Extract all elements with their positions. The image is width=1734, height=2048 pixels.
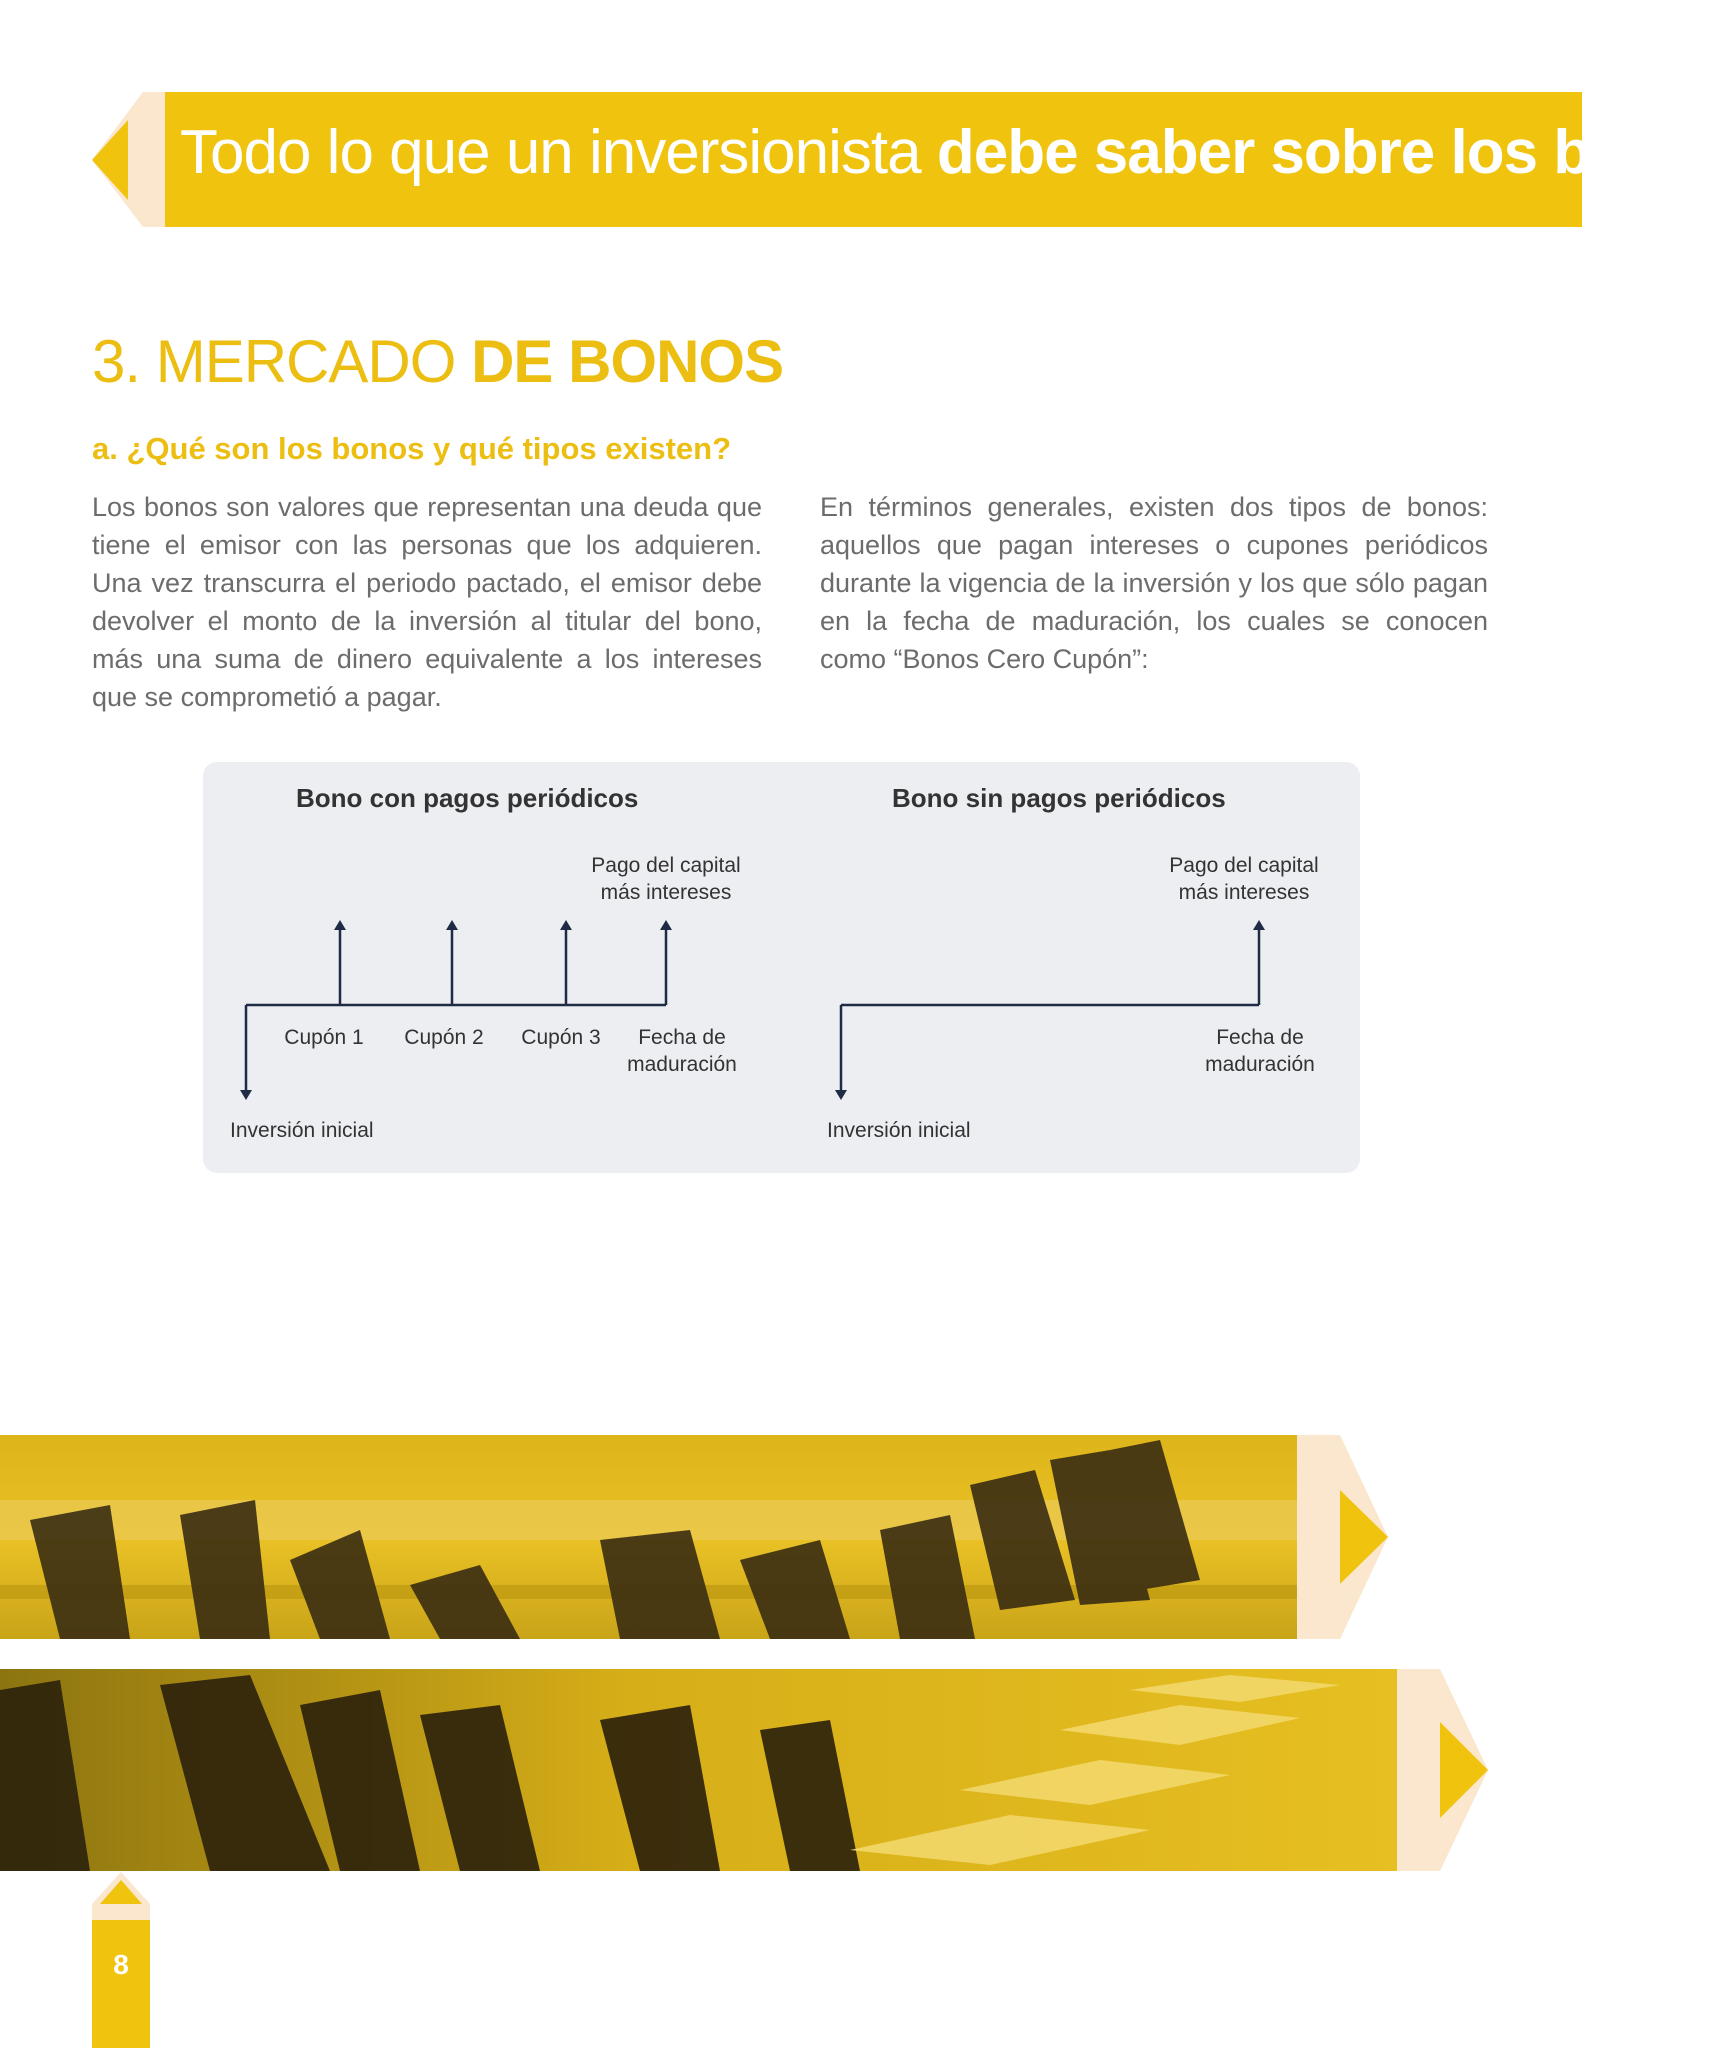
periodic-maturity-line1: Fecha de [638,1026,726,1049]
meeting-room-photo-strips [0,1420,1582,1880]
coupon-2-label: Cupón 2 [404,1026,484,1049]
periodic-timeline [246,925,666,1095]
section-title-light: 3. MERCADO [92,328,472,395]
page-number: 8 [113,1949,129,1980]
zero-coupon-bond-title: Bono sin pagos periódicos [892,783,1226,813]
photo-strip-bottom [0,1669,1488,1871]
periodic-bond-title: Bono con pagos periódicos [296,783,639,813]
right-paragraph: En términos generales, existen dos tipos de bonos: aquellos que pagan intereses o cupones periódicos durante la vigencia de la inversión y los que sólo pagan en la fecha de maduración, los cuales se conocen como “Bonos Cero Cupón”: [820,492,1488,674]
zero-coupon-top-label-line2: más intereses [1178,881,1310,904]
periodic-maturity-line2: maduración [627,1053,737,1076]
document-title-light: Todo lo que un inversionista [180,118,937,187]
photo-strip-top [0,1435,1388,1639]
coupon-3-label: Cupón 3 [521,1026,601,1049]
section-title-bold: DE BONOS [471,328,784,395]
document-title-bold: debe saber sobre los bonos [936,118,1734,187]
zero-coupon-maturity-line1: Fecha de [1216,1026,1304,1049]
periodic-initial-investment-label: Inversión inicial [230,1119,374,1142]
zero-coupon-initial-investment-label: Inversión inicial [827,1119,971,1142]
periodic-top-label-line1: Pago del capital [591,854,741,877]
document-title [180,108,1734,198]
coupon-1-label: Cupón 1 [284,1026,364,1049]
left-paragraph: Los bonos son valores que representan una deuda que tiene el emisor con las personas que los adquieren. Una vez transcurra el periodo pactado, el emisor debe devolver el monto de la inversión al titular del bono, más una suma de dinero equivalente a los intereses que se comprometió a pagar. [92,492,762,712]
section-title [92,322,992,402]
periodic-top-label-line2: más intereses [600,881,732,904]
zero-coupon-maturity-line2: maduración [1205,1053,1315,1076]
zero-coupon-top-label-line1: Pago del capital [1169,854,1319,877]
bond-diagram [203,762,1360,1173]
subsection-title: a. ¿Qué son los bonos y qué tipos existen? [92,431,732,466]
zero-coupon-timeline [841,925,1259,1095]
